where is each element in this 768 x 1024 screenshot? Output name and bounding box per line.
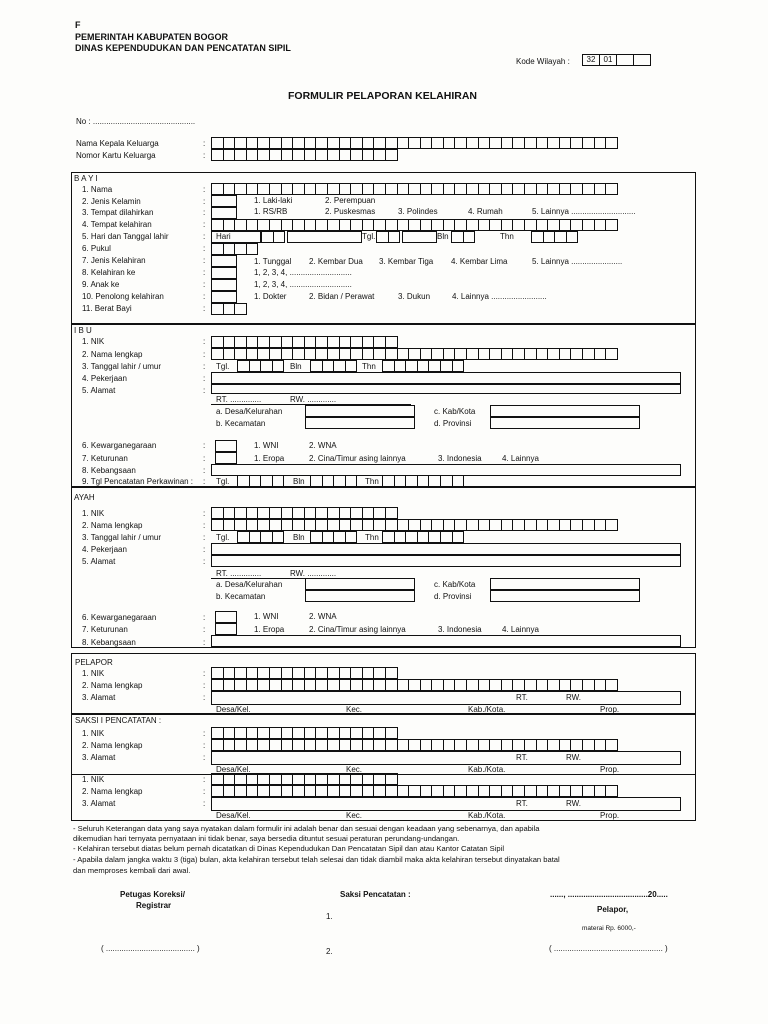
kk-nomor-boxes[interactable]	[211, 149, 397, 161]
ibu-rt: RT. ..............	[216, 395, 262, 404]
pelapor-desa: Desa/Kel.	[216, 705, 251, 714]
ibu-ket-2: 2. Cina/Timur asing lainnya	[309, 454, 406, 463]
colon: :	[203, 244, 206, 253]
pen-opt-1: 1. Dokter	[254, 292, 287, 301]
char-box[interactable]	[452, 531, 465, 543]
petugas-label-1: Petugas Koreksi/	[120, 890, 185, 899]
ayah-rt: RT. ..............	[216, 569, 262, 578]
ibu-nama-boxes[interactable]	[211, 348, 617, 360]
colon: :	[203, 775, 206, 784]
field-label: 2. Nama lengkap	[82, 350, 143, 359]
bayi-title: B A Y I	[74, 174, 98, 183]
saksi1-rt: RT.	[516, 753, 528, 762]
colon: :	[203, 139, 206, 148]
ayah-kab-label: c. Kab/Kota	[434, 580, 476, 589]
anak-ke-opts: 1, 2, 3, 4, ............................	[254, 280, 352, 289]
petugas-signature-line[interactable]: ( ........................................ )	[101, 944, 200, 953]
field-label: 1. NIK	[82, 509, 105, 518]
pelapor-rt: RT.	[516, 693, 528, 702]
kelahiran-ke-box[interactable]	[211, 267, 237, 279]
tmp-opt-5: 5. Lainnya .............................	[532, 207, 636, 216]
saksi-num-1: 1.	[326, 912, 333, 921]
saksi1-rw: RW.	[566, 753, 581, 762]
char-box[interactable]	[272, 531, 285, 543]
colon: :	[203, 545, 206, 554]
hari-box[interactable]	[211, 231, 261, 243]
field-label: 9. Anak ke	[82, 280, 120, 289]
colon: :	[203, 220, 206, 229]
colon: :	[203, 304, 206, 313]
field-label: 11. Berat Bayi	[82, 304, 132, 313]
ayah-kwn-box[interactable]	[215, 611, 237, 623]
saksi1-alamat-box[interactable]	[211, 751, 681, 765]
char-box[interactable]	[605, 519, 618, 531]
colon: :	[203, 787, 206, 796]
ibu-kab-box[interactable]	[490, 405, 640, 417]
ayah-ket-1: 1. Eropa	[254, 625, 285, 634]
jk-opt-2: 2. Perempuan	[325, 196, 376, 205]
pelapor-nik-boxes[interactable]	[211, 667, 397, 679]
ibu-pk-tgl-boxes[interactable]	[237, 475, 283, 487]
ibu-ket-4: 4. Lainnya	[502, 454, 539, 463]
ibu-kab-label: c. Kab/Kota	[434, 407, 476, 416]
ibu-rw: RW. .............	[290, 395, 337, 404]
jkel-opt-5: 5. Lainnya .......................	[532, 257, 623, 266]
thn-label: Thn	[500, 232, 514, 241]
colon: :	[203, 280, 206, 289]
ibu-pk-tgl-label: Tgl.	[216, 477, 230, 486]
materai-label: materai Rp. 6000,-	[582, 925, 636, 932]
field-label: 3. Alamat	[82, 753, 116, 762]
field-label: 7. Keturunan	[82, 625, 128, 634]
char-box[interactable]	[566, 231, 579, 243]
ibu-kec-box[interactable]	[305, 417, 415, 429]
ayah-ket-3: 3. Indonesia	[438, 625, 482, 634]
bayi-jk-box[interactable]	[211, 195, 237, 207]
char-box[interactable]	[272, 475, 285, 487]
saksi2-rt: RT.	[516, 799, 528, 808]
bln-boxes[interactable]	[451, 231, 474, 243]
jkel-opt-2: 2. Kembar Dua	[309, 257, 363, 266]
note-1: - Seluruh Keterangan data yang saya nyatakan dalam formulir ini adalah benar dan sesuai dengan keadaan yang sebenarnya, dan apabila	[73, 824, 540, 833]
tmp-opt-3: 3. Polindes	[398, 207, 438, 216]
char-box[interactable]	[345, 360, 358, 372]
ayah-ket-box[interactable]	[215, 623, 237, 635]
tgl-boxes[interactable]	[376, 231, 399, 243]
kode-wilayah-boxes[interactable]	[582, 54, 650, 66]
saksi2-alamat-box[interactable]	[211, 797, 681, 811]
colon: :	[203, 362, 206, 371]
ayah-kab-box[interactable]	[490, 578, 640, 590]
form-code: F	[75, 20, 81, 30]
field-label: 5. Hari dan Tanggal lahir	[82, 232, 169, 241]
petugas-label-2: Registrar	[136, 901, 172, 910]
ayah-desa-box[interactable]	[305, 578, 415, 590]
char-box[interactable]	[385, 727, 398, 739]
char-box[interactable]	[234, 303, 247, 315]
pelapor-alamat-box[interactable]	[211, 691, 681, 705]
saksi2-rw: RW.	[566, 799, 581, 808]
jenis-kelahiran-box[interactable]	[211, 255, 237, 267]
pelapor-kec: Kec.	[346, 705, 363, 714]
char-box[interactable]	[385, 149, 398, 161]
ibu-desa-box[interactable]	[305, 405, 415, 417]
char-box[interactable]	[452, 360, 465, 372]
ibu-pk-thn-label: Thn	[365, 477, 379, 486]
saksi1-prov: Prop.	[600, 765, 620, 774]
field-label: 3. Tanggal lahir / umur	[82, 533, 162, 542]
saksi1-nik-boxes[interactable]	[211, 727, 397, 739]
saksi2-prov: Prop.	[600, 811, 620, 820]
colon: :	[203, 292, 206, 301]
saksi-pencatatan-label: Saksi Pencatatan :	[340, 890, 411, 899]
colon: :	[203, 350, 206, 359]
char-box[interactable]	[605, 739, 618, 751]
form-title: FORMULIR PELAPORAN KELAHIRAN	[288, 90, 477, 102]
ibu-bln-boxes[interactable]	[310, 360, 356, 372]
kode-wilayah-label: Kode Wilayah :	[516, 57, 570, 66]
kode-box-2: 01	[599, 54, 617, 66]
ibu-pk-thn-boxes[interactable]	[382, 475, 463, 487]
pukul-boxes[interactable]	[211, 243, 257, 255]
kode-box-3[interactable]	[616, 54, 634, 66]
tgl-boxes-a[interactable]	[261, 231, 284, 243]
pelapor-prov: Prop.	[600, 705, 620, 714]
char-box[interactable]	[272, 360, 285, 372]
ayah-bln-boxes[interactable]	[310, 531, 356, 543]
field-label: 8. Kelahiran ke	[82, 268, 136, 277]
char-box[interactable]	[452, 475, 465, 487]
field-label: 1. NIK	[82, 775, 105, 784]
saksi1-kab: Kab./Kota.	[468, 765, 506, 774]
field-label: 4. Pekerjaan	[82, 374, 127, 383]
colon: :	[203, 729, 206, 738]
ibu-prov-box[interactable]	[490, 417, 640, 429]
ayah-ket-4: 4. Lainnya	[502, 625, 539, 634]
ibu-ket-3: 3. Indonesia	[438, 454, 482, 463]
field-label: 8. Kebangsaan	[82, 638, 136, 647]
field-label: 3. Tempat dilahirkan	[82, 208, 154, 217]
bayi-tempat-kelahiran-boxes[interactable]	[211, 219, 617, 231]
field-label: 1. NIK	[82, 669, 105, 678]
char-box[interactable]	[605, 219, 618, 231]
pelapor-title: PELAPOR	[75, 658, 113, 667]
ibu-kwn-box[interactable]	[215, 440, 237, 452]
colon: :	[203, 533, 206, 542]
colon: :	[203, 638, 206, 647]
char-box[interactable]	[273, 231, 286, 243]
field-label: 7. Jenis Kelahiran	[82, 256, 146, 265]
field-label: 2. Nama lengkap	[82, 521, 143, 530]
ayah-ket-2: 2. Cina/Timur asing lainnya	[309, 625, 406, 634]
jkel-opt-4: 4. Kembar Lima	[451, 257, 508, 266]
tmp-opt-4: 4. Rumah	[468, 207, 503, 216]
field-label: 4. Pekerjaan	[82, 545, 127, 554]
saksi2-desa: Desa/Kel.	[216, 811, 251, 820]
ibu-tgl-label: Tgl.	[216, 362, 230, 371]
ayah-wni: 1. WNI	[254, 612, 279, 621]
colon: :	[203, 509, 206, 518]
saksi1-nama-boxes[interactable]	[211, 739, 617, 751]
ayah-thn-boxes[interactable]	[382, 531, 463, 543]
note-4: - Apabila dalam jangka waktu 3 (tiga) bulan, akta kelahiran tersebut telah selesai dan tidak diambil maka akta kelahiran tersebut dinyatakan batal	[73, 855, 560, 864]
berat-boxes[interactable]	[211, 303, 246, 315]
tmp-opt-1: 1. RS/RB	[254, 207, 288, 216]
colon: :	[203, 753, 206, 762]
ayah-rw: RW. .............	[290, 569, 337, 578]
char-box[interactable]	[605, 679, 618, 691]
colon: :	[203, 337, 206, 346]
colon: :	[203, 477, 206, 486]
tmp-opt-2: 2. Puskesmas	[325, 207, 376, 216]
kk-nomor-label: Nomor Kartu Keluarga	[76, 151, 156, 160]
char-box[interactable]	[605, 348, 618, 360]
ibu-ket-1: 1. Eropa	[254, 454, 285, 463]
kk-nama-boxes[interactable]	[211, 137, 617, 149]
pelapor-sign-label: Pelapor,	[597, 905, 629, 914]
char-box[interactable]	[605, 137, 618, 149]
jkel-opt-1: 1. Tunggal	[254, 257, 292, 266]
ayah-nama-boxes[interactable]	[211, 519, 617, 531]
char-box[interactable]	[463, 231, 476, 243]
field-label: 5. Alamat	[82, 557, 116, 566]
colon: :	[203, 441, 206, 450]
agency-line-1: PEMERINTAH KABUPATEN BOGOR	[75, 32, 228, 42]
field-label: 1. NIK	[82, 729, 105, 738]
ibu-kec-label: b. Kecamatan	[216, 419, 266, 428]
hari-label: Hari	[216, 232, 231, 241]
note-5: dan memproses kembali dari awal.	[73, 866, 191, 875]
colon: :	[203, 454, 206, 463]
thn-boxes[interactable]	[531, 231, 577, 243]
ibu-pk-bln-boxes[interactable]	[310, 475, 356, 487]
jk-opt-1: 1. Laki-laki	[254, 196, 293, 205]
tgl-label: Tgl.	[362, 232, 376, 241]
colon: :	[203, 613, 206, 622]
bln-label: Bln	[437, 232, 449, 241]
ibu-tgl-boxes[interactable]	[237, 360, 283, 372]
colon: :	[203, 256, 206, 265]
bln-spacer-box[interactable]	[402, 231, 437, 243]
colon: :	[203, 208, 206, 217]
colon: :	[203, 197, 206, 206]
ayah-wna: 2. WNA	[309, 612, 337, 621]
ibu-pekerjaan-box[interactable]	[211, 372, 681, 384]
colon: :	[203, 386, 206, 395]
agency-line-2: DINAS KEPENDUDUKAN DAN PENCATATAN SIPIL	[75, 43, 291, 53]
ayah-tgl-label: Tgl.	[216, 533, 230, 542]
note-2: dikemudian hari ternyata pernyataan ini tidak benar, saya bersedia dituntut sesuai peraturan perundang-undangan.	[73, 834, 460, 843]
pelapor-kab: Kab./Kota.	[468, 705, 506, 714]
colon: :	[203, 557, 206, 566]
kode-box-1: 32	[582, 54, 600, 66]
ibu-desa-label: a. Desa/Kelurahan	[216, 407, 283, 416]
ayah-thn-label: Thn	[365, 533, 379, 542]
char-box[interactable]	[345, 475, 358, 487]
saksi2-kab: Kab./Kota.	[468, 811, 506, 820]
pelapor-nama-boxes[interactable]	[211, 679, 617, 691]
tgl-box-wide[interactable]	[287, 231, 362, 243]
ayah-kebangsaan-box[interactable]	[211, 635, 681, 647]
ayah-tgl-boxes[interactable]	[237, 531, 283, 543]
kelahiran-ke-opts: 1, 2, 3, 4, ............................	[254, 268, 352, 277]
char-box[interactable]	[345, 531, 358, 543]
field-label: 9. Tgl Pencatatan Perkawinan :	[82, 477, 194, 486]
field-label: 2. Nama lengkap	[82, 741, 143, 750]
ibu-title: I B U	[74, 326, 92, 335]
colon: :	[203, 151, 206, 160]
char-box[interactable]	[388, 231, 401, 243]
bayi-nama-boxes[interactable]	[211, 183, 617, 195]
ibu-alamat-box[interactable]	[211, 384, 681, 394]
pelapor-signature-line[interactable]: ( ................................................. )	[549, 944, 668, 953]
field-label: 5. Alamat	[82, 386, 116, 395]
pelapor-rw: RW.	[566, 693, 581, 702]
saksi2-nama-boxes[interactable]	[211, 785, 617, 797]
field-label: 6. Pukul	[82, 244, 111, 253]
note-3: - Kelahiran tersebut diatas belum pernah dicatatkan di Dinas Kependudukan Dan Pencatatan Sipil dan atau Kantor Catatan Sipil	[73, 844, 505, 853]
pen-opt-2: 2. Bidan / Perawat	[309, 292, 375, 301]
ayah-alamat-box[interactable]	[211, 555, 681, 567]
char-box[interactable]	[385, 336, 398, 348]
ibu-ket-box[interactable]	[215, 452, 237, 464]
colon: :	[203, 521, 206, 530]
saksi2-nik-boxes[interactable]	[211, 773, 397, 785]
field-label: 3. Alamat	[82, 799, 116, 808]
saksi1-kec: Kec.	[346, 765, 363, 774]
colon: :	[203, 466, 206, 475]
colon: :	[203, 741, 206, 750]
char-box[interactable]	[246, 243, 259, 255]
colon: :	[203, 374, 206, 383]
colon: :	[203, 693, 206, 702]
field-label: 6. Kewarganegaraan	[82, 441, 157, 450]
ayah-desa-label: a. Desa/Kelurahan	[216, 580, 283, 589]
char-box[interactable]	[385, 773, 398, 785]
ibu-thn-label: Thn	[362, 362, 376, 371]
saksi-title: SAKSI I PENCATATAN :	[75, 716, 162, 725]
ayah-prov-label: d. Provinsi	[434, 592, 472, 601]
char-box[interactable]	[385, 507, 398, 519]
field-label: 8. Kebangsaan	[82, 466, 136, 475]
ibu-wna: 2. WNA	[309, 441, 337, 450]
ibu-nik-boxes[interactable]	[211, 336, 397, 348]
colon: :	[203, 268, 206, 277]
char-box[interactable]	[605, 183, 618, 195]
colon: :	[203, 232, 206, 241]
date-line[interactable]: ......, ....................................20.....	[550, 890, 668, 899]
saksi-num-2: 2.	[326, 947, 333, 956]
colon: :	[203, 185, 206, 194]
bayi-tempat-box[interactable]	[211, 207, 237, 219]
field-label: 1. Nama	[82, 185, 113, 194]
colon: :	[203, 681, 206, 690]
field-label: 6. Kewarganegaraan	[82, 613, 157, 622]
field-label: 3. Tanggal lahir / umur	[82, 362, 162, 371]
ayah-bln-label: Bln	[293, 533, 305, 542]
char-box[interactable]	[385, 667, 398, 679]
colon: :	[203, 625, 206, 634]
ayah-title: AYAH	[74, 493, 95, 502]
field-label: 2. Jenis Kelamin	[82, 197, 141, 206]
field-label: 10. Penolong kelahiran	[82, 292, 164, 301]
saksi1-desa: Desa/Kel.	[216, 765, 251, 774]
ibu-pk-bln-label: Bln	[293, 477, 305, 486]
field-label: 3. Alamat	[82, 693, 116, 702]
kk-nama-label: Nama Kepala Keluarga	[76, 139, 159, 148]
ibu-wni: 1. WNI	[254, 441, 279, 450]
colon: :	[203, 799, 206, 808]
kode-box-4[interactable]	[633, 54, 651, 66]
char-box[interactable]	[605, 785, 618, 797]
jkel-opt-3: 3. Kembar Tiga	[379, 257, 434, 266]
penolong-box[interactable]	[211, 291, 237, 303]
ibu-thn-boxes[interactable]	[382, 360, 463, 372]
ayah-kec-box[interactable]	[305, 590, 415, 602]
ibu-prov-label: d. Provinsi	[434, 419, 472, 428]
ayah-prov-box[interactable]	[490, 590, 640, 602]
ayah-kec-label: b. Kecamatan	[216, 592, 266, 601]
ayah-pekerjaan-box[interactable]	[211, 543, 681, 555]
pen-opt-4: 4. Lainnya .........................	[452, 292, 547, 301]
saksi2-kec: Kec.	[346, 811, 363, 820]
field-label: 2. Nama lengkap	[82, 681, 143, 690]
ayah-nik-boxes[interactable]	[211, 507, 397, 519]
field-label: 1. NIK	[82, 337, 105, 346]
field-label: 7. Keturunan	[82, 454, 128, 463]
field-label: 4. Tempat kelahiran	[82, 220, 152, 229]
ibu-bln-label: Bln	[290, 362, 302, 371]
pen-opt-3: 3. Dukun	[398, 292, 431, 301]
field-label: 2. Nama lengkap	[82, 787, 143, 796]
colon: :	[203, 669, 206, 678]
no-field[interactable]: No : ..............................................	[76, 117, 196, 126]
anak-ke-box[interactable]	[211, 279, 237, 291]
